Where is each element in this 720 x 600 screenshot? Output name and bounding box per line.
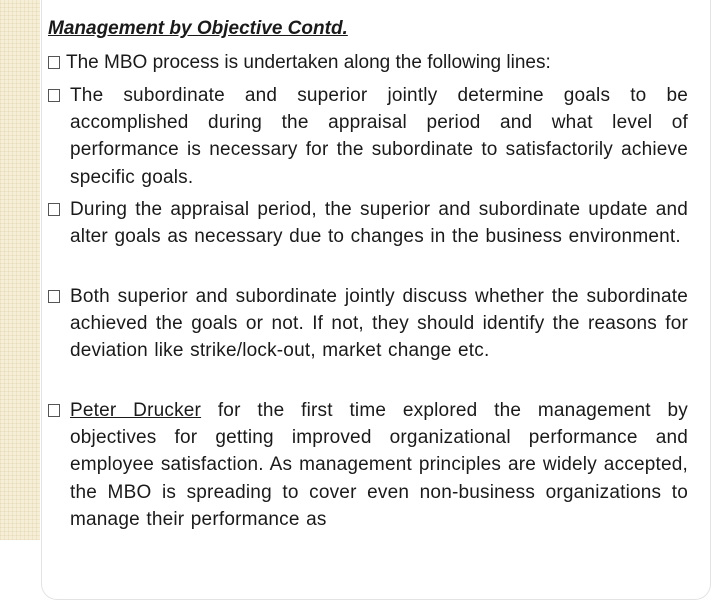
bullet-item-1 <box>48 49 551 76</box>
checkbox-bullet-icon <box>48 56 60 69</box>
bullet-marker-4 <box>48 283 66 310</box>
bullet-text-3: During the appraisal period, the superior and subordinate update and alter goals as necessary due to changes in the business environment. <box>70 199 688 248</box>
decorative-side-strip <box>0 0 40 540</box>
bullet-text-2: The subordinate and superior jointly determine goals to be accomplished during the appraisal period and what level of performance is necessary for the subordinate to satisfactorily achieve specific goals. <box>70 85 688 188</box>
checkbox-bullet-icon <box>48 290 60 303</box>
bullet-text-1: The MBO process is undertaken along the following lines: <box>66 52 551 73</box>
bullet-text-5 <box>70 397 688 533</box>
checkbox-bullet-icon <box>48 404 60 417</box>
peter-drucker-link[interactable]: Peter Drucker <box>70 400 202 421</box>
bullet-text-4: Both superior and subordinate jointly discuss whether the subordinate achieved the goals or not. If not, they should identify the reasons for deviation like strike/lock-out, market change etc. <box>70 286 688 362</box>
checkbox-bullet-icon <box>48 89 60 102</box>
checkbox-bullet-icon <box>48 203 60 216</box>
bullet-text-5-body: for the first time explored the management by objectives for getting improved organizational performance and employee satisfaction. As management principles are widely accepted, the MBO is spreading to cover even non-business organizations to manage their performance as <box>70 400 688 530</box>
slide-title: Management by Objective Contd. <box>48 18 348 39</box>
bullet-marker-5 <box>48 397 66 424</box>
bullet-marker-3 <box>48 196 66 223</box>
bullet-marker-2 <box>48 82 66 109</box>
